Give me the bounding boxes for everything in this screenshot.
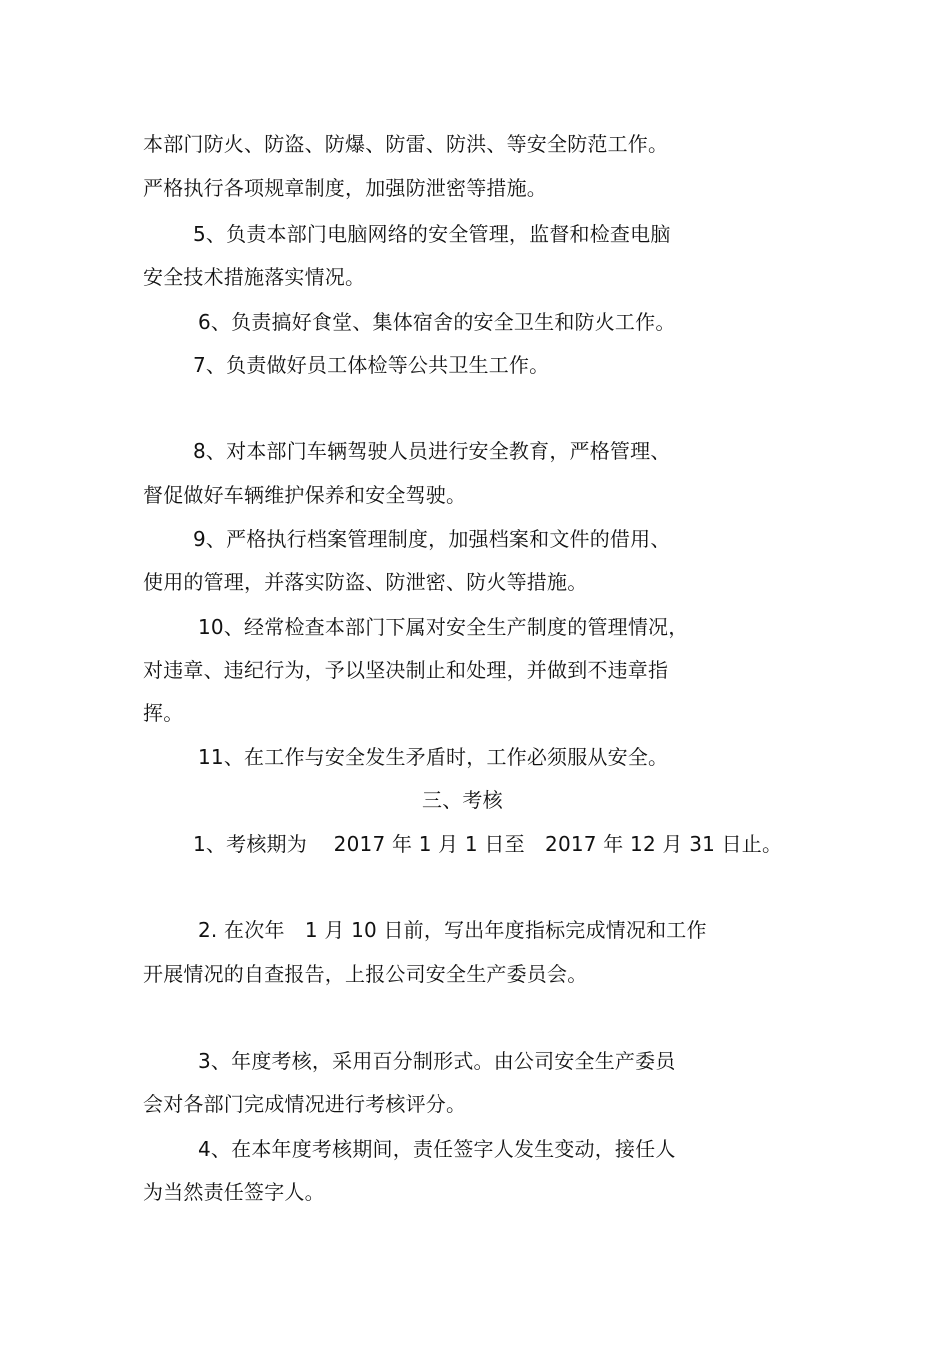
list-item-9-line-2: 使用的管理，并落实防盗、防泄密、防火等措施。 <box>143 570 588 594</box>
assessment-item-4-line-1: 4、在本年度考核期间，责任签字人发生变动，接任人 <box>198 1137 676 1161</box>
list-item-10-line-2: 对违章、违纪行为，予以坚决制止和处理，并做到不违章指 <box>143 658 669 682</box>
list-item-8-line-2: 督促做好车辆维护保养和安全驾驶。 <box>143 483 467 507</box>
list-item-6: 6、负责搞好食堂、集体宿舍的安全卫生和防火工作。 <box>198 310 676 334</box>
list-item-9-line-1: 9、严格执行档案管理制度，加强档案和文件的借用、 <box>193 527 671 551</box>
assessment-item-3-line-1: 3、年度考核，采用百分制形式。由公司安全生产委员 <box>198 1049 676 1073</box>
list-item-5-line-1: 5、负责本部门电脑网络的安全管理，监督和检查电脑 <box>193 222 671 246</box>
list-item-7: 7、负责做好员工体检等公共卫生工作。 <box>193 353 550 377</box>
list-item-10-line-1: 10、经常检查本部门下属对安全生产制度的管理情况， <box>198 615 689 639</box>
list-item-8-line-1: 8、对本部门车辆驾驶人员进行安全教育，严格管理、 <box>193 439 671 463</box>
assessment-item-2-line-1: 2. 在次年 1 月 10 日前，写出年度指标完成情况和工作 <box>198 918 707 942</box>
assessment-item-1: 1、考核期为 2017 年 1 月 1 日至 2017 年 12 月 31 日止。 <box>193 832 783 856</box>
assessment-item-4-line-2: 为当然责任签字人。 <box>143 1180 325 1204</box>
section-heading: 三、考核 <box>422 788 503 812</box>
assessment-item-2-line-2: 开展情况的自查报告，上报公司安全生产委员会。 <box>143 962 588 986</box>
text-line: 本部门防火、防盗、防爆、防雷、防洪、等安全防范工作。 <box>143 132 669 156</box>
assessment-item-3-line-2: 会对各部门完成情况进行考核评分。 <box>143 1092 467 1116</box>
text-line: 严格执行各项规章制度，加强防泄密等措施。 <box>143 176 547 200</box>
list-item-5-line-2: 安全技术措施落实情况。 <box>143 265 366 289</box>
list-item-10-line-3: 挥。 <box>143 701 184 725</box>
list-item-11: 11、在工作与安全发生矛盾时，工作必须服从安全。 <box>198 745 669 769</box>
